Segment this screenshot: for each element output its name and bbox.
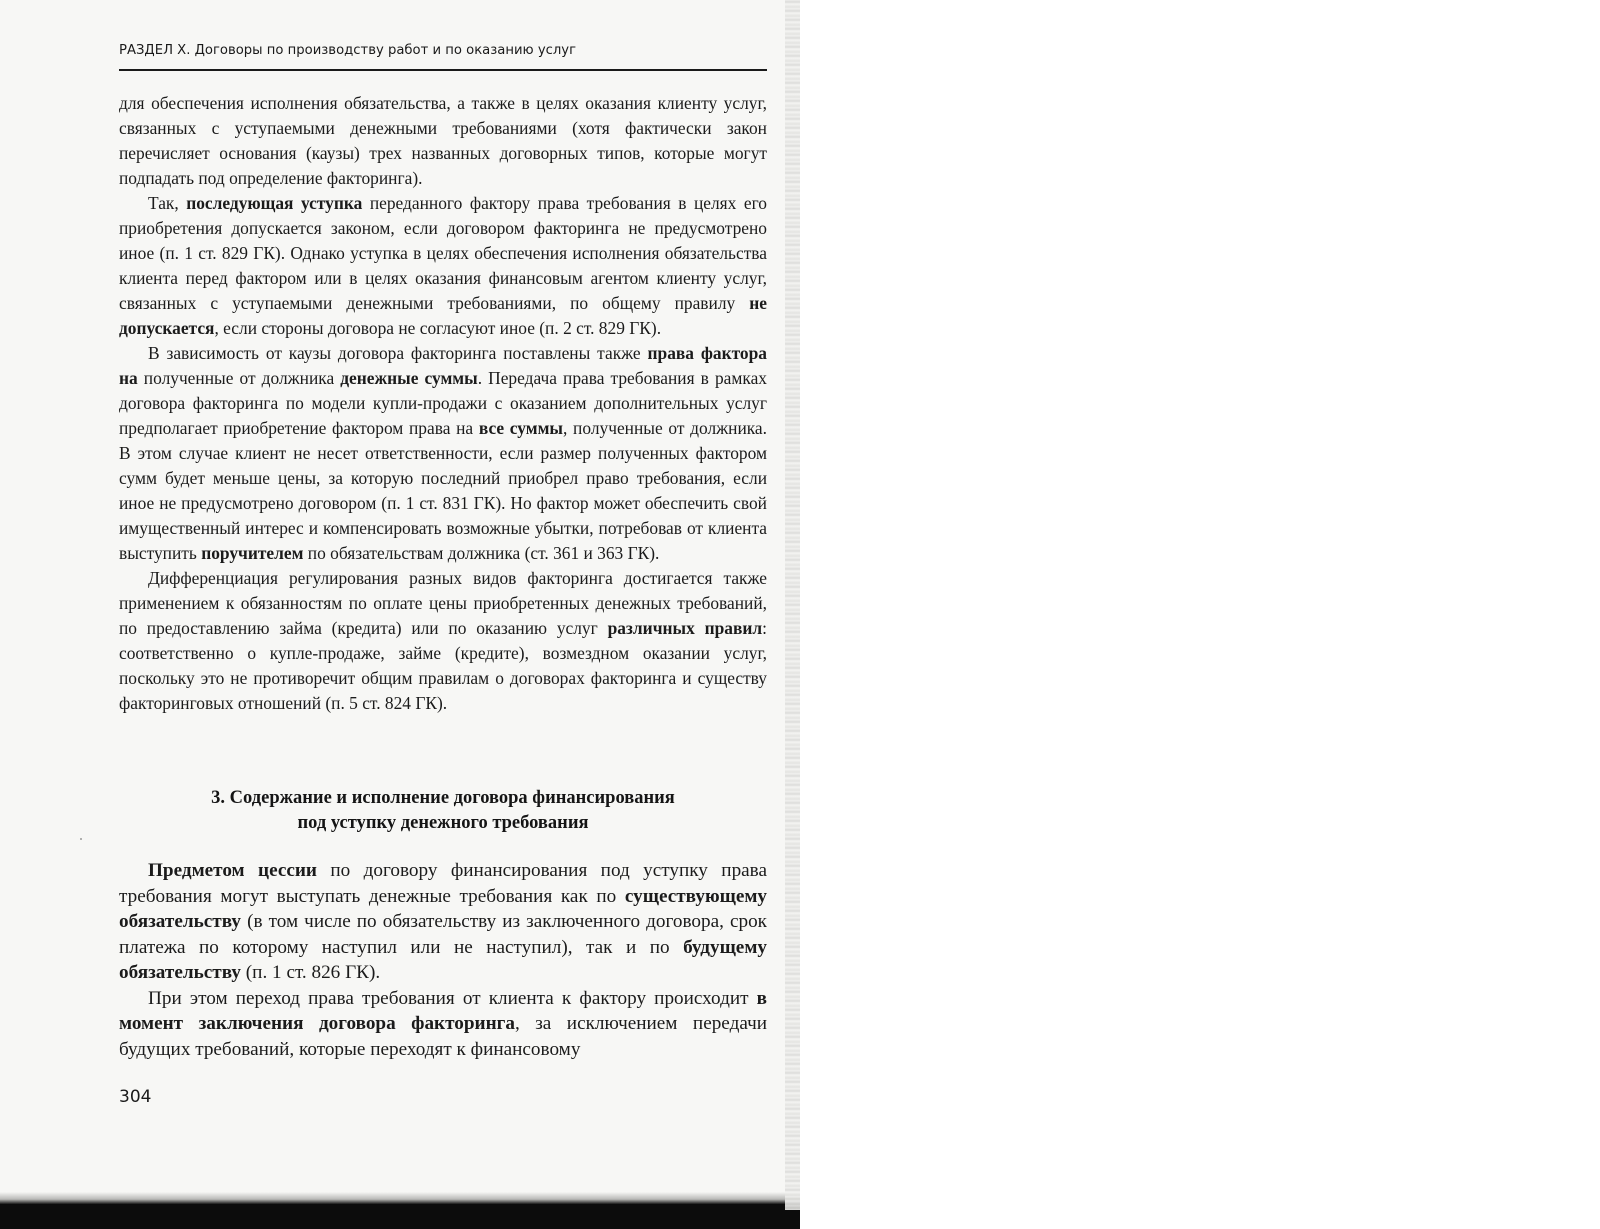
bold-term: Предметом цессии xyxy=(148,860,317,881)
paragraph xyxy=(119,566,767,716)
section-heading xyxy=(119,786,767,836)
bold-term: не допускается xyxy=(119,293,767,338)
bold-term: все суммы xyxy=(478,418,564,438)
bold-term: существующему обязательству xyxy=(119,885,767,932)
paragraph xyxy=(119,858,767,986)
paragraph xyxy=(119,191,767,341)
text-run: В зависимость от каузы договора факторинга поставлены также xyxy=(148,343,648,363)
text-run: (п. 1 ст. 826 ГК). xyxy=(241,962,381,983)
text-run: При этом переход права требования от клиента к фактору происходит xyxy=(148,987,757,1009)
text-run: по обязательствам должника (ст. 361 и 363 ГК). xyxy=(303,543,660,563)
paragraph xyxy=(119,91,767,191)
running-head: РАЗДЕЛ X. Договоры по производству работ и по оказанию услуг xyxy=(119,43,577,58)
section-heading-line-1: 3. Содержание и исполнение договора финансирования xyxy=(211,788,675,808)
paragraph xyxy=(119,341,767,566)
body-text-upper xyxy=(119,91,767,716)
text-run: . Передача права требования в рамках договора факторинга по модели купли-продажи с оказанием дополнительных услуг предполагает приобретение фактором права на xyxy=(119,368,767,438)
bold-term: различных правил xyxy=(607,618,763,638)
scan-speck xyxy=(80,838,82,840)
text-run: Дифференциация регулирования разных видов факторинга достигается также применением к обязанностям по оплате цены приобретенных денежных требований, по предоставлению займа (кредита) или по оказанию услуг xyxy=(119,568,767,638)
bold-term: будущему обязательству xyxy=(119,936,767,983)
blank-area xyxy=(800,0,1600,1229)
text-run: : соответственно о купле-продаже, займе (кредите), возмездном оказании услуг, поскольку это не противоречит общим правилам о договорах факторинга и существу факторинговых отношений (п. 5 ст. 824 ГК). xyxy=(119,618,767,713)
text-run: полученные от должника xyxy=(137,368,341,388)
text-run: Так, xyxy=(148,193,187,213)
bold-term: права фактора на xyxy=(119,343,767,388)
text-run: , если стороны договора не согласуют иное (п. 2 ст. 829 ГК). xyxy=(214,318,662,338)
text-run: , полученные от должника. В этом случае клиент не несет ответственности, если размер полученных фактором сумм будет меньше цены, за которую последний приобрел право требования, если иное не предусмотрено договором (п. 1 ст. 831 ГК). Но фактор может обеспечить свой имущественный интерес и компенсировать возможные убытки, потребовав от клиента выступить xyxy=(119,418,767,563)
text-run: по договору финансирования под уступку права требования могут выступать денежные требования как по xyxy=(119,860,768,907)
bold-term: в момент заключения договора факторинга xyxy=(119,987,767,1034)
bold-term: последующая уступка xyxy=(186,193,363,213)
header-rule xyxy=(119,69,767,71)
text-run: (в том числе по обязательству из заключенного договора, срок платежа по которому наступил или не наступил), так и по xyxy=(119,911,767,958)
text-run: переданного фактору права требования в целях его приобретения допускается законом, если договором факторинга не предусмотрено иное (п. 1 ст. 829 ГК). Однако уступка в целях обеспечения исполнения обязательства клиента перед фактором или в целях оказания финансовым агентом клиенту услуг, связанных с уступаемыми денежными требованиями, по общему правилу xyxy=(119,193,767,313)
section-heading-line-2: под уступку денежного требования xyxy=(297,813,589,833)
body-text-lower xyxy=(119,858,767,1062)
text-run: для обеспечения исполнения обязательства, а также в целях оказания клиенту услуг, связанных с уступаемыми денежными требованиями (хотя фактически закон перечисляет основания (каузы) трех названных договорных типов, которые могут подпадать под определение факторинга). xyxy=(119,93,767,188)
bold-term: денежные суммы xyxy=(340,368,478,388)
paragraph xyxy=(119,986,767,1063)
bold-term: поручителем xyxy=(201,543,304,563)
text-run: , за исключением передачи будущих требований, которые переходят к финансовому xyxy=(119,1013,767,1060)
scan-edge-shade xyxy=(0,1192,800,1204)
page-number: 304 xyxy=(119,1087,152,1107)
scan-bottom-edge xyxy=(0,1204,800,1229)
